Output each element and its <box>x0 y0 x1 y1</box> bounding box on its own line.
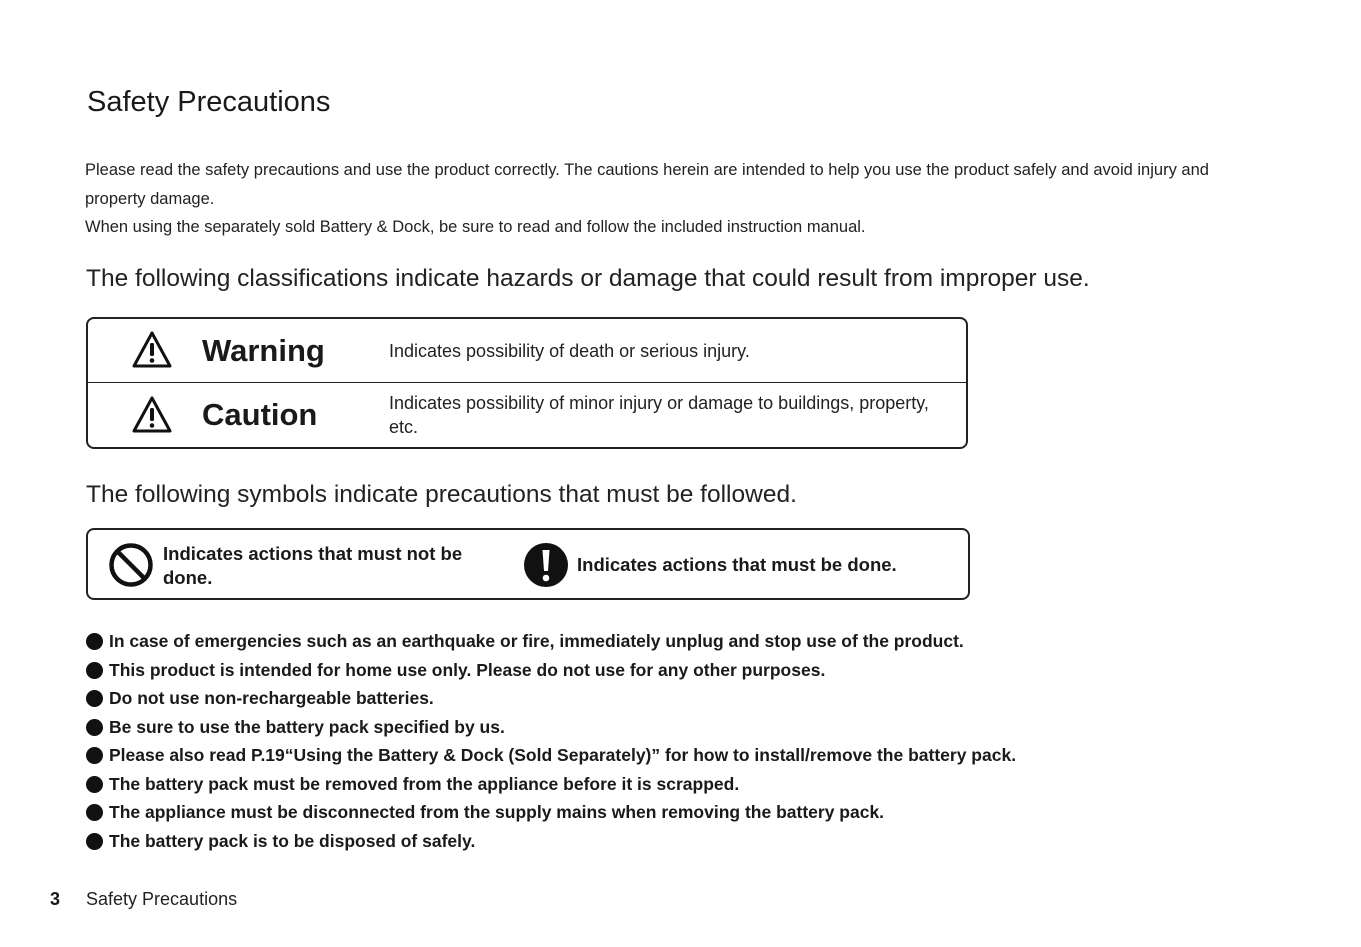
list-item-text: Please also read P.19“Using the Battery & Dock (Sold Separately)” for how to install/remove the battery pack. <box>109 745 1017 765</box>
bullet-dot-icon <box>86 633 103 650</box>
warning-triangle-icon <box>131 330 173 370</box>
prohibited-icon <box>109 543 153 587</box>
classifications-heading: The following classifications indicate hazards or damage that could result from improper use. <box>86 265 1090 292</box>
list-item-text: Do not use non-rechargeable batteries. <box>109 688 434 708</box>
list-item-text: This product is intended for home use only. Please do not use for any other purposes. <box>109 659 826 680</box>
symbols-heading: The following symbols indicate precautions that must be followed. <box>86 481 797 508</box>
bullet-dot-icon <box>86 833 103 850</box>
list-item <box>86 770 1016 799</box>
bullet-dot-icon <box>86 747 103 764</box>
page-number: 3 <box>50 889 61 909</box>
list-item-text: In case of emergencies such as an earthquake or fire, immediately unplug and stop use of the product. <box>109 631 964 651</box>
bullet-dot-icon <box>86 804 103 821</box>
exclamation-icon <box>523 542 569 588</box>
warning-description: Indicates possibility of death or serious injury. <box>389 341 750 361</box>
list-item-text: Be sure to use the battery pack specified by us. <box>109 716 505 737</box>
intro-paragraph: Please read the safety precautions and use the product correctly. The cautions herein are intended to help you use the product safely and avoid injury and property damage. <box>85 161 1209 208</box>
list-item-text: The battery pack is to be disposed of safely. <box>109 830 476 851</box>
list-item-text: The appliance must be disconnected from the supply mains when removing the battery pack. <box>109 802 885 822</box>
bullet-dot-icon <box>86 776 103 793</box>
list-item <box>86 627 1016 656</box>
precautions-list <box>86 627 1016 855</box>
warning-label: Warning <box>202 333 325 368</box>
list-item-text: The battery pack must be removed from the appliance before it is scrapped. <box>109 773 740 794</box>
intro-paragraph: When using the separately sold Battery & Dock, be sure to read and follow the included instruction manual. <box>85 218 866 236</box>
list-item <box>86 798 1016 827</box>
list-item <box>86 656 1016 685</box>
list-item <box>86 827 1016 856</box>
caution-label: Caution <box>202 397 318 432</box>
mandatory-text: Indicates actions that must be done. <box>577 554 897 575</box>
warning-row <box>88 319 966 383</box>
classification-table <box>86 317 968 449</box>
bullet-dot-icon <box>86 719 103 736</box>
page-title: Safety Precautions <box>87 86 331 118</box>
footer-section-title: Safety Precautions <box>86 889 238 909</box>
bullet-dot-icon <box>86 690 103 707</box>
list-item <box>86 741 1016 770</box>
prohibited-text: Indicates actions that must not be done. <box>163 543 463 588</box>
symbols-legend <box>86 528 970 600</box>
list-item <box>86 713 1016 742</box>
bullet-dot-icon <box>86 662 103 679</box>
list-item <box>86 684 1016 713</box>
caution-triangle-icon <box>131 395 173 435</box>
caution-row <box>88 383 966 447</box>
intro-text <box>85 156 1265 242</box>
caution-description: Indicates possibility of minor injury or damage to buildings, property, etc. <box>389 393 929 437</box>
